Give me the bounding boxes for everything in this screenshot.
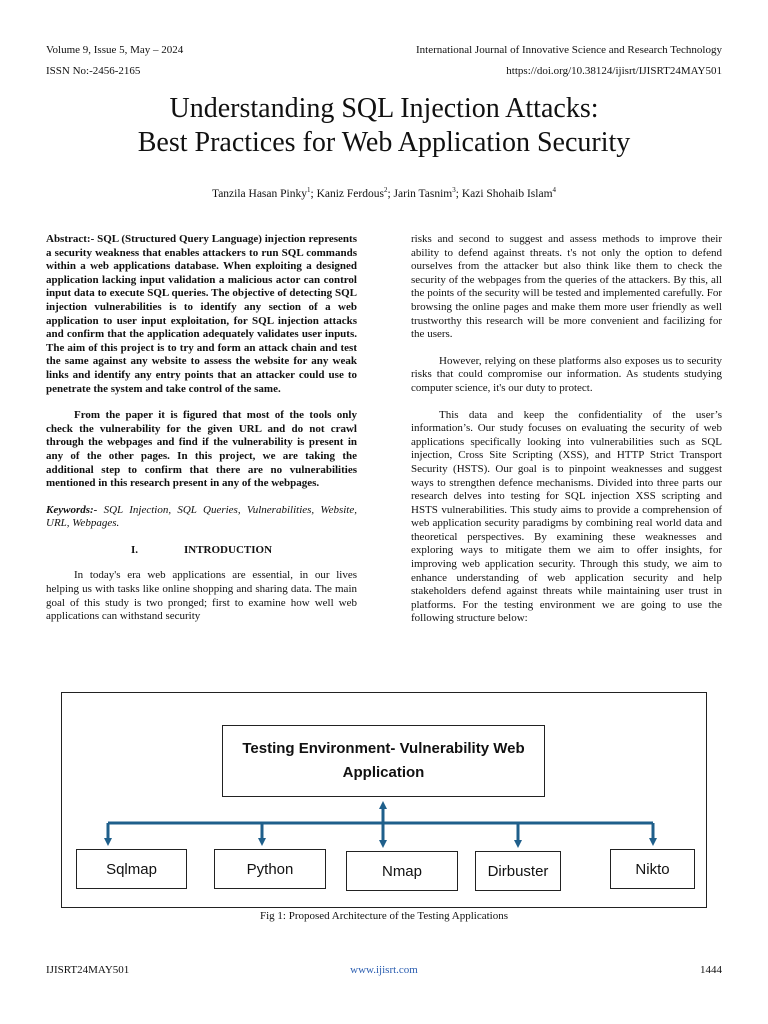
doi-link[interactable]: https://doi.org/10.38124/ijisrt/IJISRT24MAY501: [506, 65, 722, 77]
architecture-figure: [61, 692, 707, 908]
tool-box-nikto: Nikto: [610, 849, 695, 889]
left-column: [46, 233, 357, 624]
tool-box-dirbuster: Dirbuster: [475, 851, 561, 891]
author-list: [0, 186, 768, 200]
figure-caption: Fig 1: Proposed Architecture of the Testing Applications: [259, 910, 509, 922]
main-box-line-1: Testing Environment- Vulnerability Web: [242, 740, 525, 757]
keywords-label: Keywords:-: [46, 503, 98, 516]
paper-title: [0, 92, 768, 160]
right-column: [411, 233, 722, 626]
section-number: I.: [130, 543, 138, 556]
author: Tanzila Hasan Pinky$^1$;: [211, 186, 317, 200]
footer-website-link[interactable]: www.ijisrt.com: [350, 964, 418, 976]
section-title: INTRODUCTION: [184, 543, 273, 556]
author: Jarin Tasnim$^3$;: [393, 186, 462, 200]
testing-environment-box: [222, 725, 545, 797]
title-line-1: Understanding SQL Injection Attacks:: [169, 93, 599, 124]
body-paragraph: However, relying on these platforms also exposes us to security risks that could compromise our information. As students studying computer science, it's our duty to protect.: [411, 354, 722, 394]
journal-name: International Journal of Innovative Science and Research Technology: [415, 44, 722, 56]
body-paragraph: This data and keep the confidentiality of the user’s information’s. Our study focuses on evaluating the security of web applications specifically looking into vulnerabilities such as SQL injection, Cross Site Scripting (XSS), and HTTP Strict Transport Security (HSTS). Our goal is to pinpoint weaknesses and suggest ways to strengthen defence mechanisms. Divided into three parts our research delves into testing for SQL injection XSS scripting and HSTS vulnerabilities. This study aims to provide a comprehension of web application security paradigms by combining real world data and theoretical perspectives. By examining these weaknesses and exploring ways to mitigate them we aim to offer insights, for improving web application security. Through this study, we aim to enhance understanding of web application security and help stakeholders defend against threats while maintaining user trust in platforms. For the testing environment we are going to use the following structure below:: [411, 408, 722, 625]
abstract-paragraph-2: From the paper it is figured that most of the tools only check the vulnerability for the given URL and do not crawl through the webpages and find if the vulnerability is present in any of the other pages. In this project, we are taking the additional step to confirm that there are no vulnerabilities mentioned in this research present in any of the webpages.: [46, 409, 357, 490]
abstract-paragraph: Abstract:- SQL (Structured Query Language) injection represents a security weakness that enables attackers to run SQL commands within a web applications database. When exploiting a designed application lacking input validation a malicious actor can control input data to execute SQL queries. The objective of detecting SQL injection vulnerabilities is to identify any section of a web application to user input exploitation, for SQL injection attacks and confirm that the application adequately validates user inputs. The aim of this project is to try and form an attack chain and test the same against any website to assess the website for any weak links and identify any entry points that an attacker could use to penetrate the system and take control of the same.: [46, 233, 357, 395]
main-box-line-2: Application: [342, 764, 425, 781]
keywords-text: SQL Injection, SQL Queries, Vulnerabilities, Website, URL, Webpages.: [46, 503, 357, 530]
tool-box-sqlmap: Sqlmap: [76, 849, 187, 889]
author: Kaniz Ferdous$^2$;: [316, 186, 394, 200]
title-line-2: Best Practices for Web Application Security: [137, 127, 631, 158]
intro-paragraph: In today's era web applications are essential, in our lives helping us with tasks like online shopping and sharing data. The main goal of this study is two pronged; first to examine how well web applications can withstand security: [46, 569, 357, 623]
tool-box-python: Python: [214, 849, 326, 889]
tool-box-nmap: Nmap: [346, 851, 458, 891]
footer-id: IJISRT24MAY501: [46, 964, 130, 976]
page-number: 1444: [700, 964, 722, 976]
section-heading: [46, 544, 357, 558]
keywords: [46, 504, 357, 531]
volume-info: Volume 9, Issue 5, May – 2024: [46, 44, 184, 56]
issn: ISSN No:-2456-2165: [46, 65, 141, 77]
body-paragraph: risks and second to suggest and assess methods to improve their ability to defend against threats. t's not only the option to defend ourselves from the attacker but also think like them to check the security of the webpages from the queries of the attackers. By this, all the points of the security will be tested and implemented carefully. For browsing the online pages and make them more user friendly as well trustworthy this research will be more convenient and facilizing for the users.: [411, 233, 722, 341]
author: Kazi Shohaib Islam$^4$: [461, 186, 557, 200]
